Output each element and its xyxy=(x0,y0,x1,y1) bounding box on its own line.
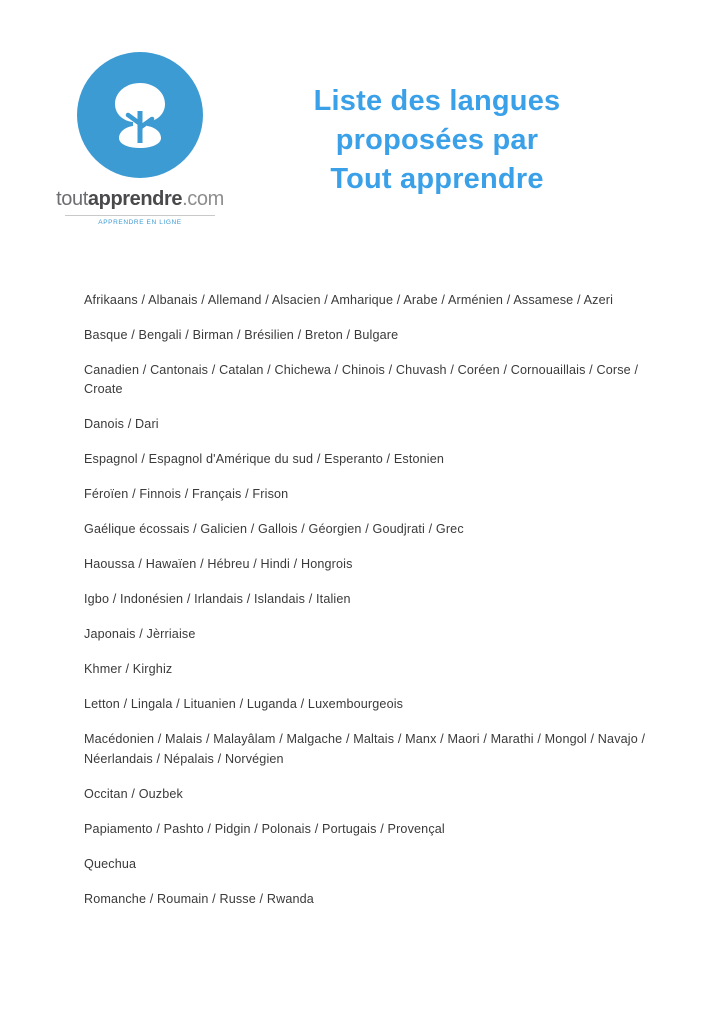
list-item: Espagnol / Espagnol d'Amérique du sud / Esperanto / Estonien xyxy=(84,452,445,467)
brand-divider xyxy=(65,215,215,216)
brand-tagline: APPRENDRE EN LIGNE xyxy=(98,219,182,226)
document-header xyxy=(0,0,724,226)
doc-title-line-1: Liste des langues xyxy=(313,85,561,117)
list-item: Féroïen / Finnois / Français / Frison xyxy=(84,487,289,502)
list-item: Romanche / Roumain / Russe / Rwanda xyxy=(84,891,314,906)
tree-icon xyxy=(104,77,176,153)
brand-name-suffix: .com xyxy=(182,188,224,210)
page-title xyxy=(220,52,684,199)
list-item: Basque / Bengali / Birman / Brésilien / Breton / Bulgare xyxy=(84,327,399,342)
list-item: Japonais / Jèrriaise xyxy=(84,627,196,642)
brand-wordmark xyxy=(56,188,224,211)
list-item: Haoussa / Hawaïen / Hébreu / Hindi / Hongrois xyxy=(84,557,353,572)
brand-name-bold: apprendre xyxy=(87,188,183,210)
list-item: Letton / Lingala / Lituanien / Luganda / Luxembourgeois xyxy=(84,697,404,712)
list-item: Quechua xyxy=(84,856,137,871)
list-item: Danois / Dari xyxy=(84,417,159,432)
list-item: Afrikaans / Albanais / Allemand / Alsacien / Amharique / Arabe / Arménien / Assamese / Azeri xyxy=(84,292,614,307)
language-list xyxy=(0,200,724,909)
doc-title xyxy=(220,82,654,199)
brand-logo xyxy=(56,52,224,226)
logo-circle xyxy=(77,52,203,178)
list-item: Igbo / Indonésien / Irlandais / Islandais / Italien xyxy=(84,592,351,607)
list-item: Canadien / Cantonais / Catalan / Chichewa / Chinois / Chuvash / Coréen / Cornouaillais / Corse / Croate xyxy=(84,362,639,397)
list-item: Papiamento / Pashto / Pidgin / Polonais / Portugais / Provençal xyxy=(84,821,445,836)
list-item: Khmer / Kirghiz xyxy=(84,662,173,677)
list-item: Occitan / Ouzbek xyxy=(84,786,183,801)
list-item: Gaélique écossais / Galicien / Gallois / Géorgien / Goudjrati / Grec xyxy=(84,522,464,537)
doc-title-line-3: Tout apprendre xyxy=(330,163,544,196)
doc-title-line-2: proposées par xyxy=(335,124,539,157)
list-item: Macédonien / Malais / Malayâlam / Malgache / Maltais / Manx / Maori / Marathi / Mongol / Navajo / Néerlandais / Népalais / Norvégien xyxy=(84,732,646,766)
brand-name-light: tout xyxy=(56,188,88,210)
